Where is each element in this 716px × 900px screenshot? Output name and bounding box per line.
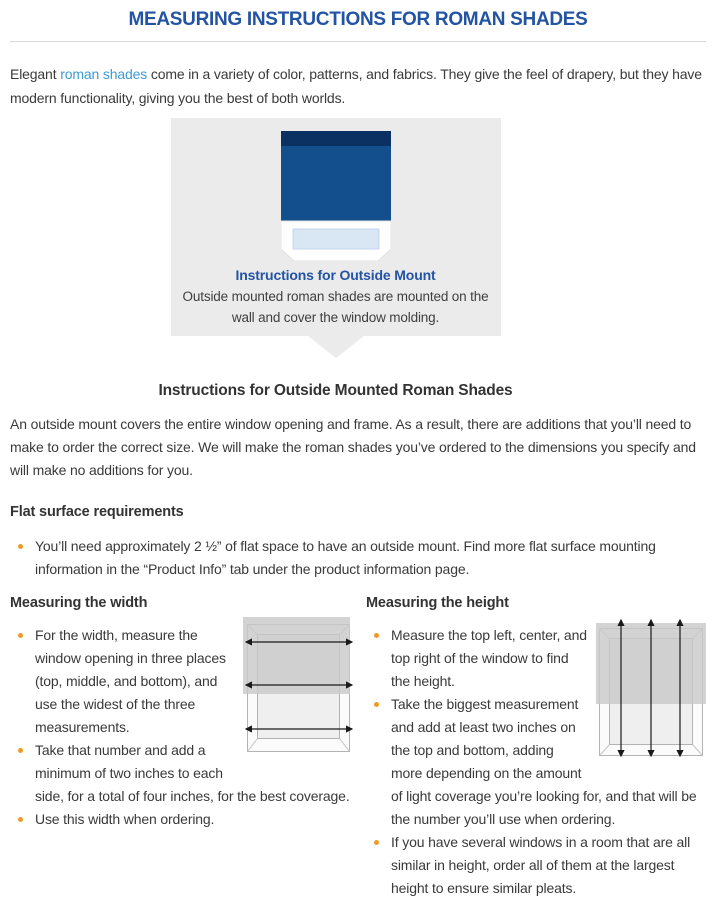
bullet-icon [18,633,23,638]
list-item [366,624,706,693]
measuring-width-heading: Measuring the width [10,595,148,611]
callout-description: Outside mounted roman shades are mounted on the wall and cover the window molding. [182,289,489,325]
measuring-columns [10,595,706,900]
list-item [10,624,355,739]
list-item [10,808,355,831]
roman-shades-link[interactable]: roman shades [60,66,148,82]
bullet-icon [374,840,379,845]
height-column [366,595,706,900]
flat-surface-heading: Flat surface requirements [10,504,184,520]
list-item [366,831,706,900]
outside-mounted-heading: Instructions for Outside Mounted Roman Shades [158,382,513,399]
list-item [10,535,706,581]
measuring-height-heading: Measuring the height [366,595,509,611]
callout-pointer-arrow [308,336,364,358]
outside-mount-instructions-link[interactable]: Instructions for Outside Mount [235,267,436,283]
bullet-text: For the width, measure the window opening in three places (top, middle, and bottom), and use the widest of the three measurements. [35,627,226,735]
shade-fabric [281,146,391,221]
bullet-icon [18,748,23,753]
window-glass [293,229,379,249]
width-column [10,595,355,900]
bullet-text: Use this width when ordering. [35,811,215,827]
bullet-text: You’ll need approximately 2 ½” of flat space to have an outside mount. Find more flat surface mounting information in the “Product Info” tab under the product information page. [35,538,656,577]
height-list [366,624,706,900]
bullet-text: If you have several windows in a room that are all similar in height, order all of them at the largest height to ensure similar pleats. [391,834,691,896]
outside-mount-callout [171,118,501,336]
width-list [10,624,355,831]
flat-surface-list [10,535,706,581]
bullet-icon [374,702,379,707]
shade-headrail [281,131,391,146]
intro-paragraph [10,62,706,110]
intro-text-after-link: come in a variety of color, patterns, and fabrics. They give the feel of drapery, but they have modern functionality, giving you the best of both worlds. [10,66,702,106]
outside-mounted-paragraph: An outside mount covers the entire window opening and frame. As a result, there are additions that you’ll need to make to order the correct size. We will make the roman shades you’ve ordered to the dimensions you specify and will make no additions for you. [10,416,696,478]
bullet-text: Measure the top left, center, and top right of the window to find the height. [391,627,587,689]
roman-shade-image[interactable] [281,131,391,261]
intro-text-before-link: Elegant [10,66,61,82]
callout-caption [183,266,489,284]
page-title: MEASURING INSTRUCTIONS FOR ROMAN SHADES [10,0,706,42]
centered-content [10,118,661,400]
bullet-text: Take the biggest measurement and add at least two inches on the top and bottom, adding more depending on the amount of light coverage you’re looking for, and that will be the number you’ll use when ordering. [391,696,697,827]
bullet-icon [18,544,23,549]
bullet-icon [18,817,23,822]
list-item [366,693,706,831]
bullet-icon [374,633,379,638]
list-item [10,739,355,808]
bullet-text: Take that number and add a minimum of two inches to each side, for a total of four inches, for the best coverage. [35,742,350,804]
